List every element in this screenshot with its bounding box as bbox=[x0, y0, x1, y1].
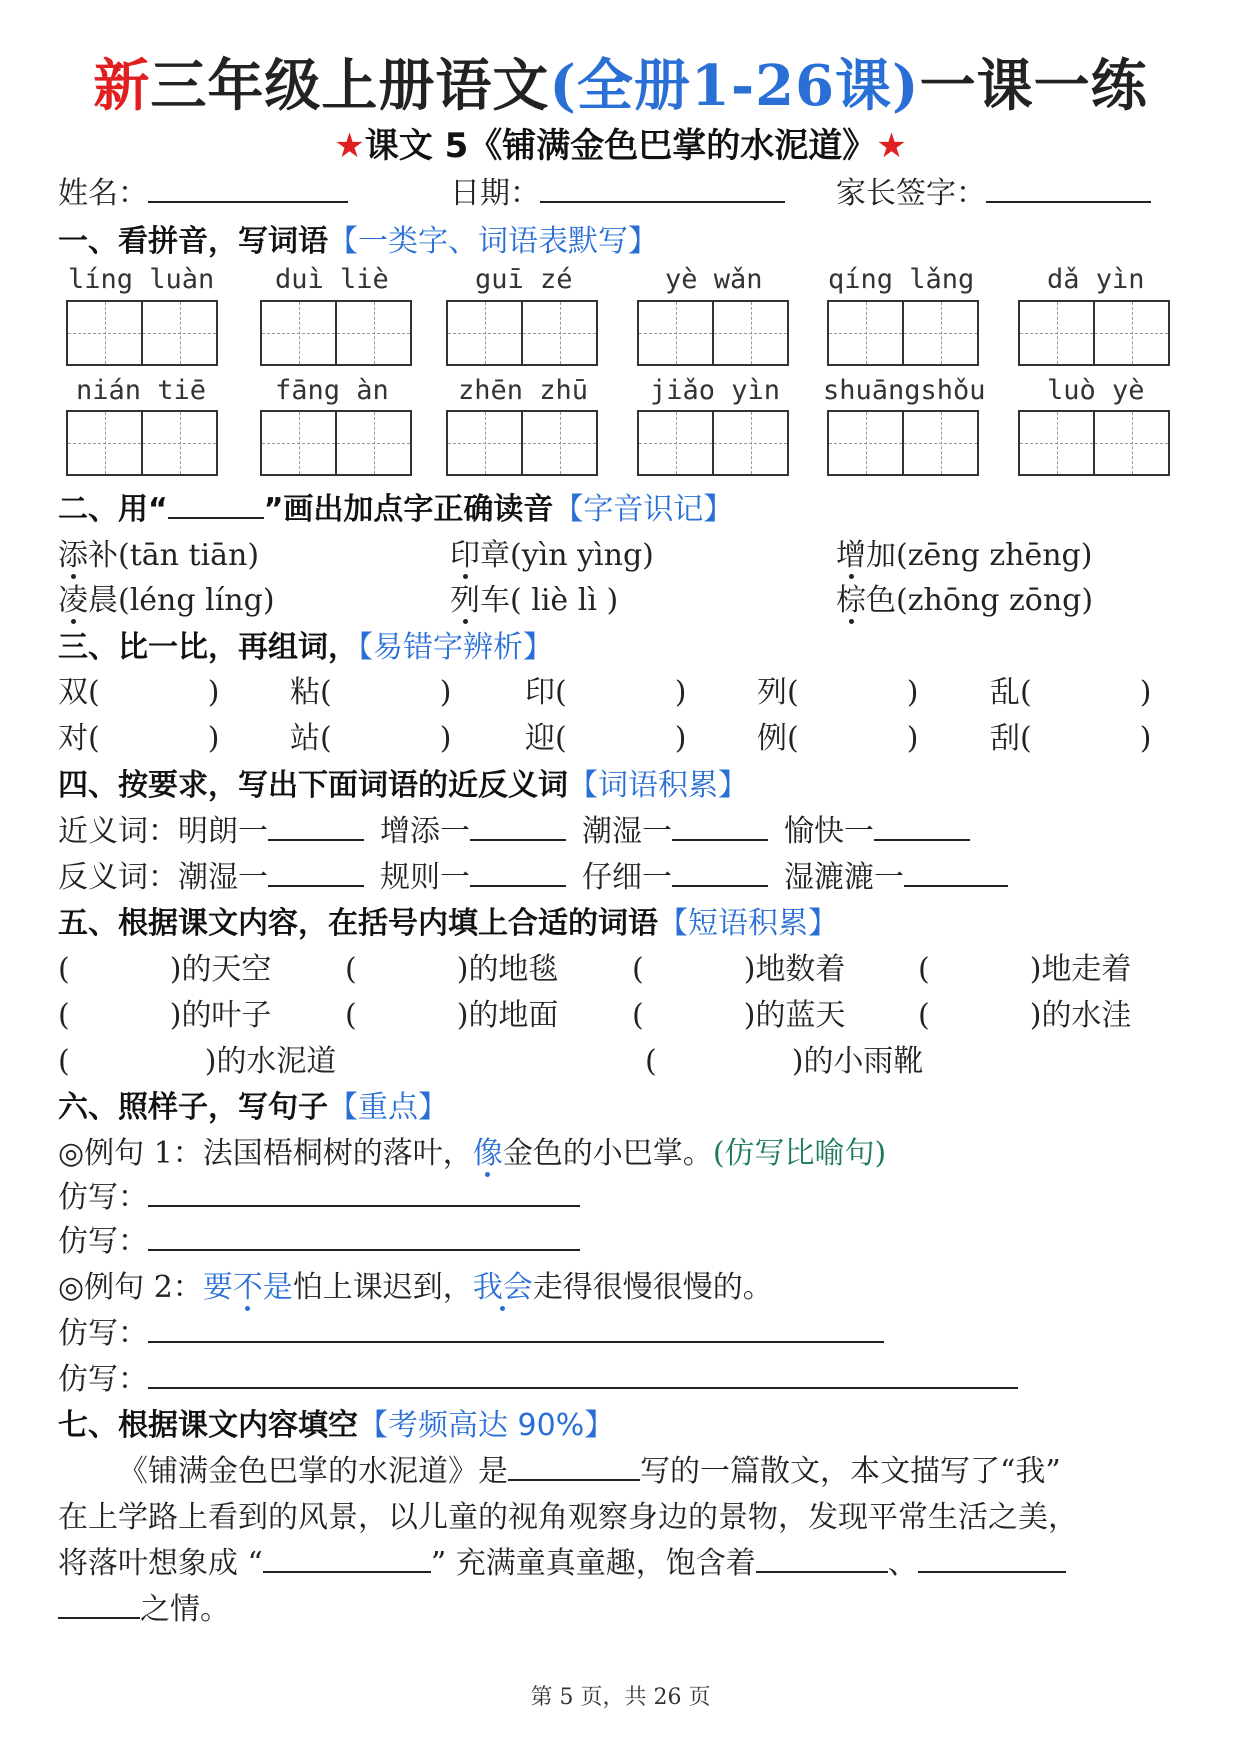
keyword-i-would: 我会 bbox=[472, 1270, 533, 1305]
section-4-title: 四、按要求，写出下面词语的近反义词 bbox=[58, 768, 568, 803]
phrase-text: 的水洼 bbox=[1041, 998, 1132, 1033]
phrase-text: 的蓝天 bbox=[755, 998, 846, 1033]
paren-close: ) bbox=[456, 952, 469, 987]
antonym-word: 潮湿一 bbox=[178, 860, 268, 895]
answer-blank[interactable] bbox=[58, 1587, 140, 1619]
char-close: ) bbox=[439, 721, 452, 756]
fill-paragraph-line-4 bbox=[58, 1584, 230, 1628]
writing-grid[interactable] bbox=[1018, 410, 1170, 476]
date-blank[interactable] bbox=[540, 171, 785, 203]
writing-grid[interactable] bbox=[66, 300, 218, 366]
parent-sign-label: 家长签字： bbox=[836, 176, 986, 211]
section-4-heading bbox=[58, 760, 748, 804]
imitate-field[interactable] bbox=[58, 1354, 1018, 1398]
char-open: 对( bbox=[58, 721, 100, 756]
page-number: 第 5 页，共 26 页 bbox=[530, 1685, 711, 1710]
phrase-text: 的地面 bbox=[468, 998, 559, 1033]
paren-open: ( bbox=[632, 952, 644, 987]
writing-grid[interactable] bbox=[1018, 300, 1170, 366]
antonym-word: 规则一 bbox=[380, 860, 470, 895]
paragraph-text: 《铺满金色巴掌的水泥道》是 bbox=[118, 1454, 508, 1489]
reading-options: 章(yìn yìng) bbox=[480, 538, 654, 573]
example-text: ◎例句 2： bbox=[58, 1270, 203, 1305]
section-2-tag: 【字音识记】 bbox=[553, 492, 734, 527]
answer-blank[interactable] bbox=[874, 809, 970, 841]
answer-blank[interactable] bbox=[508, 1449, 640, 1481]
phrase-item[interactable] bbox=[632, 944, 845, 988]
reading-options: 加(zēng zhēng) bbox=[866, 538, 1093, 573]
char-open: 刮( bbox=[990, 721, 1032, 756]
pinyin-5: qíng lǎng bbox=[828, 264, 975, 295]
paren-open: ( bbox=[58, 998, 70, 1033]
reading-options: 色(zhōng zōng) bbox=[866, 583, 1094, 618]
section-4-tag: 【词语积累】 bbox=[568, 768, 748, 803]
imitate-label: 仿写： bbox=[58, 1316, 148, 1351]
answer-blank[interactable] bbox=[756, 1541, 888, 1573]
char-close: ) bbox=[674, 675, 687, 710]
fill-paragraph-line-3 bbox=[58, 1538, 1066, 1582]
synonym-label: 近义词： bbox=[58, 814, 178, 849]
imitate-label: 仿写： bbox=[58, 1180, 148, 1215]
char-open: 乱( bbox=[990, 675, 1032, 710]
paren-open: ( bbox=[918, 998, 930, 1033]
phrase-text: 的地毯 bbox=[468, 952, 559, 987]
pinyin-11: shuāngshǒu bbox=[823, 375, 986, 406]
char-close: ) bbox=[207, 675, 220, 710]
writing-grid[interactable] bbox=[260, 300, 412, 366]
answer-blank[interactable] bbox=[470, 809, 566, 841]
keyword-if-not: 要不是 bbox=[202, 1270, 293, 1305]
word-pair-item[interactable] bbox=[290, 667, 451, 711]
char-open: 列( bbox=[757, 675, 799, 710]
title-tail: 一课一练 bbox=[919, 53, 1148, 119]
imitate-field[interactable] bbox=[58, 1308, 884, 1352]
reading-options: 车( liè lì ) bbox=[480, 583, 619, 618]
word-pair-item[interactable] bbox=[757, 667, 918, 711]
date-label: 日期： bbox=[450, 176, 540, 211]
phrase-text: 的小雨靴 bbox=[803, 1044, 924, 1079]
section-3-heading bbox=[58, 622, 553, 666]
char-close: ) bbox=[1139, 721, 1152, 756]
phrase-text: 的水泥道 bbox=[216, 1044, 337, 1079]
word-pair-item[interactable] bbox=[757, 713, 918, 757]
star-icon: ★ bbox=[876, 126, 907, 166]
example-sentence-1 bbox=[58, 1128, 886, 1172]
dotted-char: 列 bbox=[450, 583, 480, 618]
paren-open: ( bbox=[345, 952, 357, 987]
paren-open: ( bbox=[918, 952, 930, 987]
paren-open: ( bbox=[58, 952, 70, 987]
synonym-word: 愉快一 bbox=[784, 814, 874, 849]
word-pair-item[interactable] bbox=[990, 713, 1151, 757]
reading-item[interactable] bbox=[58, 575, 275, 619]
phrase-item[interactable] bbox=[345, 944, 558, 988]
paren-close: ) bbox=[456, 998, 469, 1033]
phrase-item[interactable] bbox=[345, 990, 558, 1034]
date-field[interactable] bbox=[450, 168, 785, 212]
phrase-item[interactable] bbox=[918, 990, 1131, 1034]
parent-sign-field[interactable] bbox=[836, 168, 1151, 212]
dotted-char: 增 bbox=[836, 538, 866, 573]
paragraph-text: 将落叶想象成 “ bbox=[58, 1546, 263, 1581]
writing-grid[interactable] bbox=[446, 300, 598, 366]
synonym-row bbox=[58, 806, 970, 850]
lesson-subtitle bbox=[0, 118, 1241, 167]
paragraph-text: 之情。 bbox=[140, 1592, 230, 1627]
writing-grid[interactable] bbox=[827, 410, 979, 476]
name-label: 姓名： bbox=[58, 176, 148, 211]
answer-blank[interactable] bbox=[672, 809, 768, 841]
pinyin-9: zhēn zhū bbox=[458, 375, 589, 406]
section-1-heading bbox=[58, 216, 658, 260]
lesson-name: 课文 5《铺满金色巴掌的水泥道》 bbox=[364, 126, 877, 166]
pinyin-7: nián tiē bbox=[76, 375, 207, 406]
pinyin-12: luò yè bbox=[1047, 375, 1145, 406]
paren-close: ) bbox=[204, 1044, 217, 1079]
dotted-char: 印 bbox=[450, 538, 480, 573]
word-pair-item[interactable] bbox=[58, 713, 219, 757]
imitate-label: 仿写： bbox=[58, 1362, 148, 1397]
answer-blank[interactable] bbox=[148, 1219, 580, 1251]
char-close: ) bbox=[906, 675, 919, 710]
paren-open: ( bbox=[58, 1044, 70, 1079]
writing-grid[interactable] bbox=[637, 300, 789, 366]
word-pair-item[interactable] bbox=[58, 667, 219, 711]
reading-item[interactable] bbox=[450, 530, 654, 574]
phrase-item[interactable] bbox=[58, 944, 271, 988]
reading-options: 晨(léng líng) bbox=[88, 583, 275, 618]
answer-blank[interactable] bbox=[148, 1357, 1018, 1389]
title-new: 新 bbox=[93, 53, 151, 119]
fill-paragraph-line-1 bbox=[118, 1446, 1061, 1490]
char-close: ) bbox=[674, 721, 687, 756]
example-note: (仿写比喻句) bbox=[712, 1136, 887, 1171]
section-2-title-a: 二、用“ bbox=[58, 492, 168, 527]
paren-close: ) bbox=[743, 952, 756, 987]
word-pair-item[interactable] bbox=[525, 667, 686, 711]
writing-grid[interactable] bbox=[446, 410, 598, 476]
dotted-char: 棕 bbox=[836, 583, 866, 618]
section-6-heading bbox=[58, 1082, 448, 1126]
answer-blank[interactable] bbox=[268, 855, 364, 887]
phrase-item[interactable] bbox=[918, 944, 1131, 988]
phrase-text: 地数着 bbox=[755, 952, 846, 987]
word-pair-item[interactable] bbox=[525, 713, 686, 757]
char-open: 粘( bbox=[290, 675, 332, 710]
answer-blank[interactable] bbox=[268, 809, 364, 841]
section-6-tag: 【重点】 bbox=[328, 1090, 448, 1125]
imitate-label: 仿写： bbox=[58, 1224, 148, 1259]
word-pair-item[interactable] bbox=[290, 713, 451, 757]
paragraph-text: ” 充满童真童趣，饱含着 bbox=[430, 1546, 756, 1581]
answer-blank[interactable] bbox=[470, 855, 566, 887]
synonym-word: 增添一 bbox=[380, 814, 470, 849]
paren-close: ) bbox=[1029, 952, 1042, 987]
word-pair-item[interactable] bbox=[990, 667, 1151, 711]
paragraph-text: 、 bbox=[887, 1546, 918, 1581]
section-7-heading bbox=[58, 1400, 614, 1444]
phrase-text: 地走着 bbox=[1041, 952, 1132, 987]
phrase-text: 的叶子 bbox=[181, 998, 272, 1033]
example-text: 金色的小巴掌。 bbox=[502, 1136, 713, 1171]
antonym-word: 仔细一 bbox=[582, 860, 672, 895]
paren-open: ( bbox=[632, 998, 644, 1033]
name-blank[interactable] bbox=[148, 171, 348, 203]
paren-close: ) bbox=[791, 1044, 804, 1079]
section-5-title: 五、根据课文内容，在括号内填上合适的词语 bbox=[58, 906, 658, 941]
pinyin-8: fāng àn bbox=[275, 375, 389, 406]
paren-close: ) bbox=[1029, 998, 1042, 1033]
paren-open: ( bbox=[645, 1044, 657, 1079]
char-close: ) bbox=[1139, 675, 1152, 710]
answer-blank[interactable] bbox=[148, 1175, 580, 1207]
example-text: 走得很慢很慢的。 bbox=[532, 1270, 773, 1305]
answer-blank[interactable] bbox=[904, 855, 1008, 887]
reading-item[interactable] bbox=[836, 530, 1092, 574]
phrase-item[interactable] bbox=[58, 990, 271, 1034]
section-1-tag: 【一类字、词语表默写】 bbox=[328, 224, 658, 259]
section-3-title: 三、比一比，再组词， bbox=[58, 630, 358, 665]
answer-blank[interactable] bbox=[918, 1541, 1066, 1573]
keyword-like: 像 bbox=[472, 1136, 503, 1171]
writing-grid[interactable] bbox=[637, 410, 789, 476]
synonym-word: 潮湿一 bbox=[582, 814, 672, 849]
imitate-field[interactable] bbox=[58, 1216, 580, 1260]
section-2-title-b: ”画出加点字正确读音 bbox=[263, 492, 554, 527]
section-6-title: 六、照样子，写句子 bbox=[58, 1090, 328, 1125]
parent-sign-blank[interactable] bbox=[986, 171, 1151, 203]
antonym-label: 反义词： bbox=[58, 860, 178, 895]
dotted-char: 添 bbox=[58, 538, 88, 573]
name-field[interactable] bbox=[58, 168, 348, 212]
writing-grid[interactable] bbox=[260, 410, 412, 476]
section-3-tag: 【易错字辨析】 bbox=[358, 630, 553, 665]
section-7-tag: 【考频高达 90%】 bbox=[358, 1408, 615, 1443]
paren-close: ) bbox=[169, 952, 182, 987]
reading-item[interactable] bbox=[836, 575, 1093, 619]
paren-close: ) bbox=[743, 998, 756, 1033]
char-open: 双( bbox=[58, 675, 100, 710]
section-7-title: 七、根据课文内容填空 bbox=[58, 1408, 358, 1443]
synonym-word: 明朗一 bbox=[178, 814, 268, 849]
char-open: 印( bbox=[525, 675, 567, 710]
pinyin-10: jiǎo yìn bbox=[650, 375, 781, 406]
example-sentence-2 bbox=[58, 1262, 773, 1306]
paren-close: ) bbox=[169, 998, 182, 1033]
antonym-row bbox=[58, 852, 1008, 896]
pinyin-1: líng luàn bbox=[68, 264, 215, 295]
reading-item[interactable] bbox=[58, 530, 259, 574]
reading-options: 补(tān tiān) bbox=[88, 538, 260, 573]
section-5-heading bbox=[58, 898, 838, 942]
answer-blank[interactable] bbox=[672, 855, 768, 887]
antonym-word: 湿漉漉一 bbox=[784, 860, 904, 895]
writing-grid[interactable] bbox=[827, 300, 979, 366]
pinyin-6: dǎ yìn bbox=[1047, 264, 1145, 295]
pinyin-3: guī zé bbox=[475, 264, 573, 295]
title-range: (全册1-26课) bbox=[549, 53, 920, 119]
phrase-item[interactable] bbox=[58, 1036, 336, 1080]
fill-paragraph-line-2: 在上学路上看到的风景，以儿童的视角观察身边的景物，发现平常生活之美， bbox=[58, 1500, 1078, 1535]
imitate-field[interactable] bbox=[58, 1172, 580, 1216]
phrase-item[interactable] bbox=[632, 990, 845, 1034]
writing-grid[interactable] bbox=[66, 410, 218, 476]
section-2-heading bbox=[58, 484, 733, 528]
pinyin-2: duì liè bbox=[275, 264, 389, 295]
dotted-char: 凌 bbox=[58, 583, 88, 618]
sample-underline bbox=[168, 497, 264, 519]
title-main: 三年级上册语文 bbox=[150, 53, 550, 119]
pinyin-4: yè wǎn bbox=[665, 264, 763, 295]
example-text: ◎例句 1：法国梧桐树的落叶， bbox=[58, 1136, 473, 1171]
paren-open: ( bbox=[345, 998, 357, 1033]
char-open: 站( bbox=[290, 721, 332, 756]
char-close: ) bbox=[207, 721, 220, 756]
char-open: 例( bbox=[757, 721, 799, 756]
page-title bbox=[0, 42, 1241, 122]
reading-item[interactable] bbox=[450, 575, 618, 619]
phrase-text: 的天空 bbox=[181, 952, 272, 987]
section-1-title: 一、看拼音，写词语 bbox=[58, 224, 328, 259]
star-icon: ★ bbox=[334, 126, 365, 166]
char-close: ) bbox=[439, 675, 452, 710]
answer-blank[interactable] bbox=[148, 1311, 884, 1343]
paragraph-text: 写的一篇散文，本文描写了“我” bbox=[640, 1454, 1061, 1489]
example-text: 怕上课迟到， bbox=[292, 1270, 473, 1305]
section-5-tag: 【短语积累】 bbox=[658, 906, 838, 941]
phrase-item[interactable] bbox=[645, 1036, 923, 1080]
char-open: 迎( bbox=[525, 721, 567, 756]
answer-blank[interactable] bbox=[263, 1541, 431, 1573]
char-close: ) bbox=[906, 721, 919, 756]
